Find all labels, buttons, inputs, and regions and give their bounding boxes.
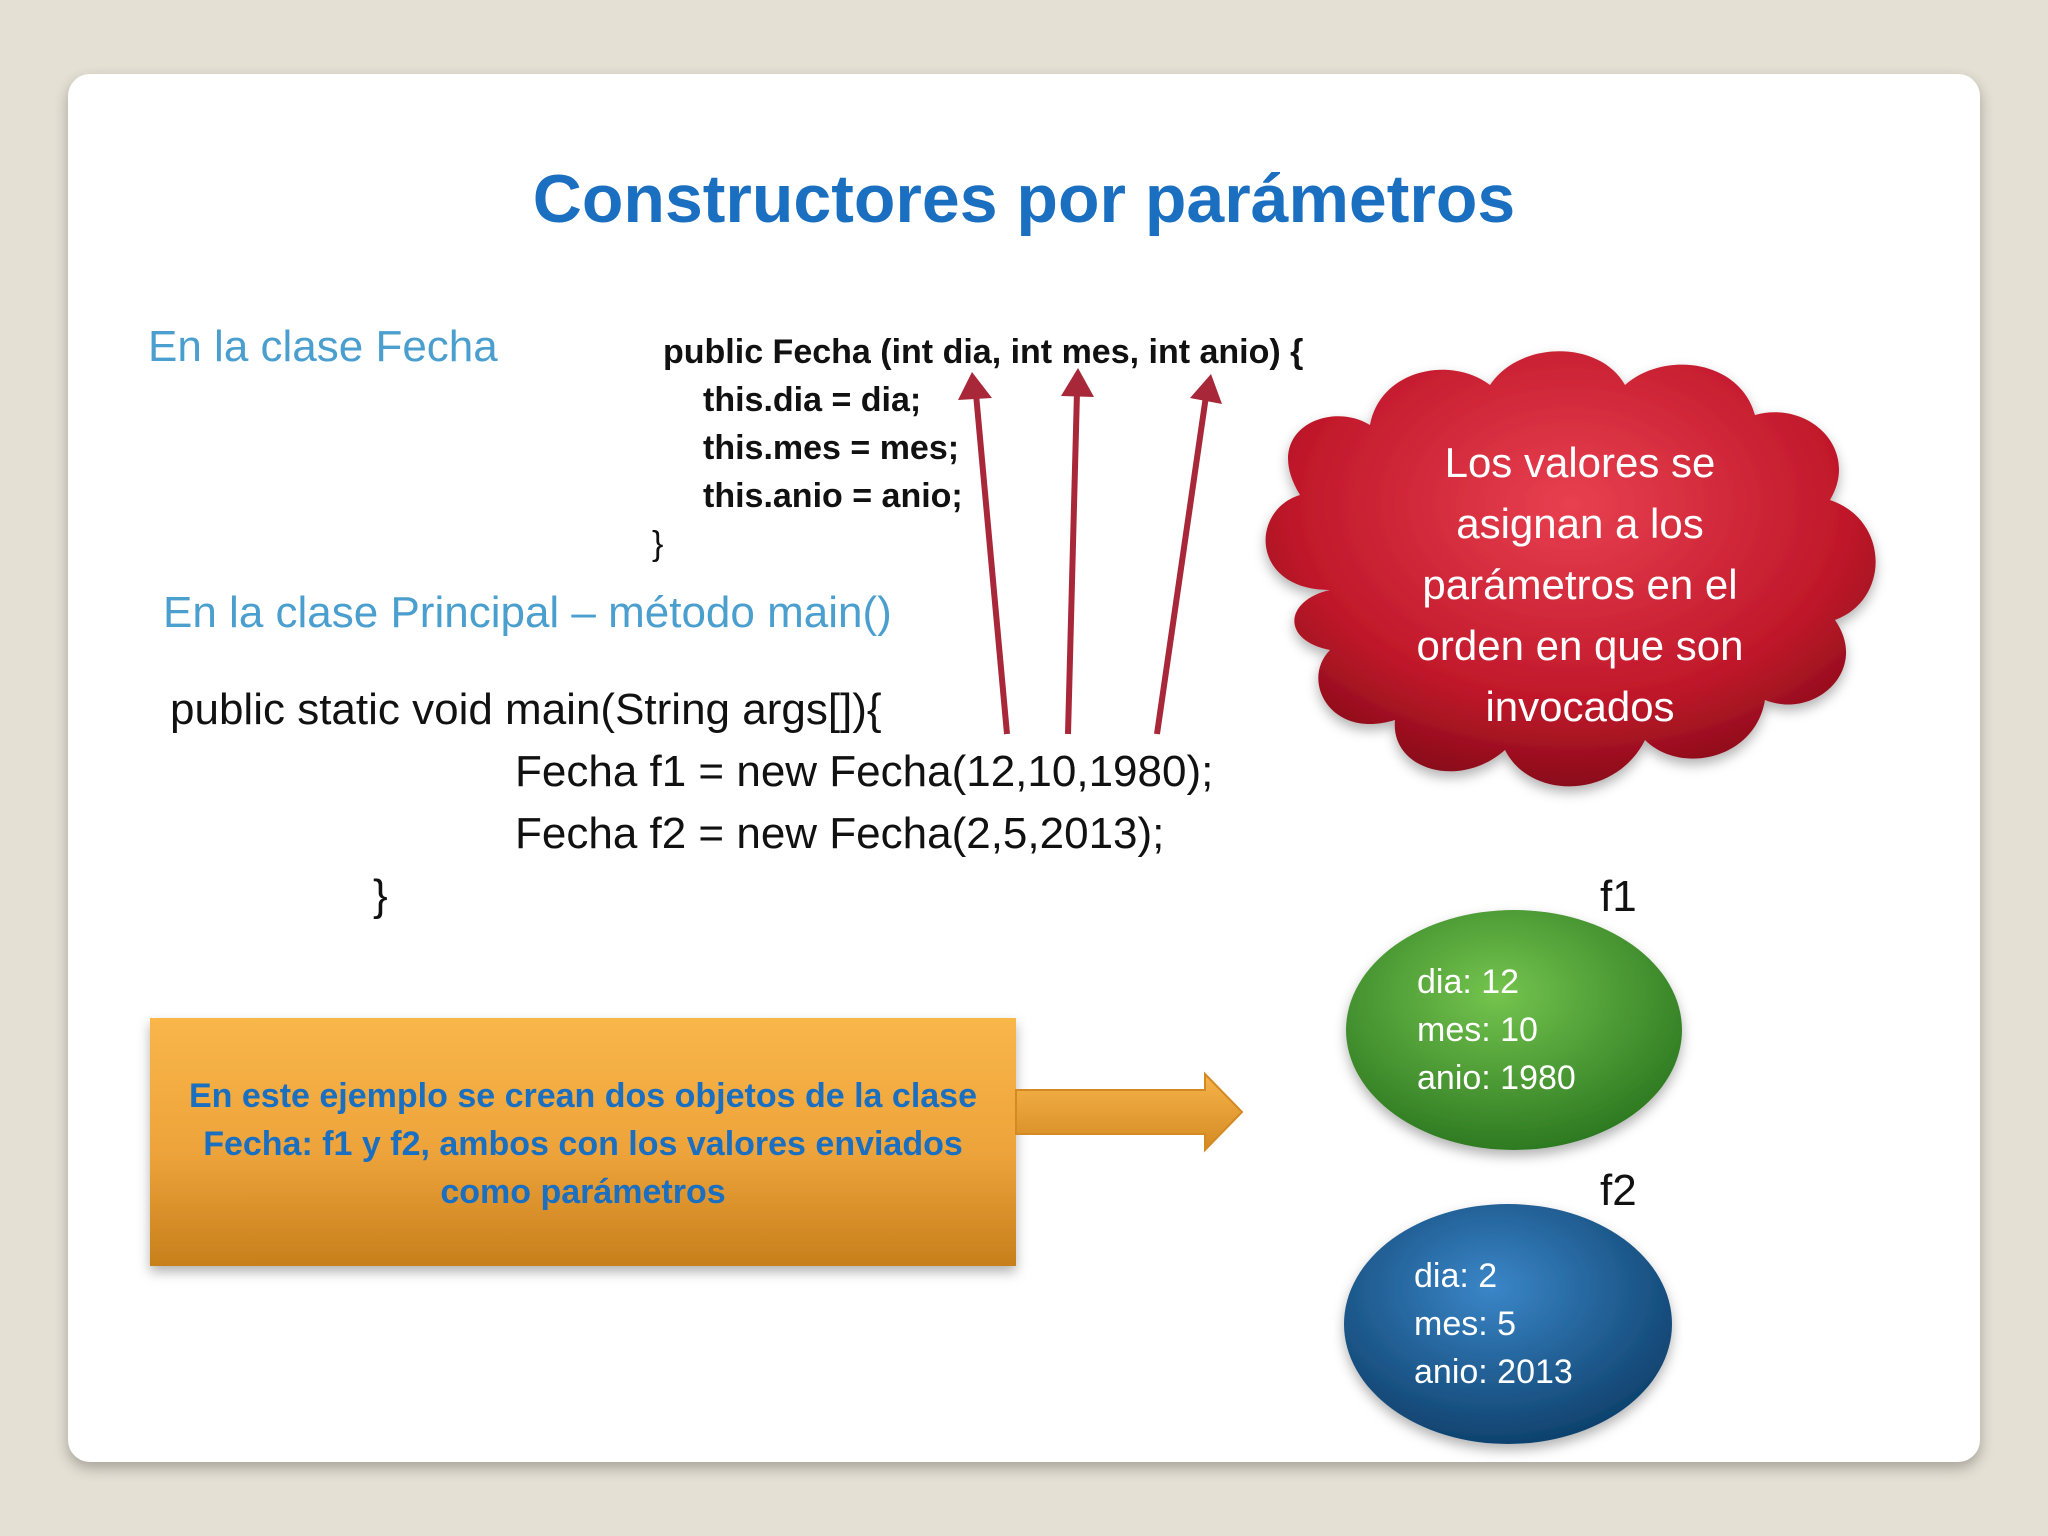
main-line-3: Fecha f2 = new Fecha(2,5,2013);: [515, 809, 1165, 858]
object-f2-label: f2: [1600, 1166, 1637, 1215]
object-f1-field-mes: mes: 10: [1417, 1011, 1538, 1049]
object-f1-field-dia: dia: 12: [1417, 963, 1520, 1001]
object-f2-field-mes: mes: 5: [1414, 1305, 1517, 1343]
object-f1-label: f1: [1600, 872, 1637, 921]
constructor-line-1: public Fecha (int dia, int mes, int anio) {: [663, 333, 1304, 371]
parameter-arrows: [958, 368, 1222, 734]
constructor-closing-brace: }: [652, 525, 664, 563]
object-f1-field-anio: anio: 1980: [1417, 1059, 1576, 1097]
arrow-anio: [1157, 396, 1206, 734]
section-principal-label: En la clase Principal – método main(): [163, 588, 892, 637]
object-f2-field-dia: dia: 2: [1414, 1257, 1498, 1295]
main-line-1: public static void main(String args[]){: [170, 685, 882, 734]
callout-arrow: [1016, 1074, 1242, 1150]
arrow-dia: [976, 394, 1007, 734]
object-f2-field-anio: anio: 2013: [1414, 1353, 1573, 1391]
arrow-mes: [1068, 392, 1077, 734]
section-fecha-label: En la clase Fecha: [148, 322, 498, 371]
constructor-line-4: this.anio = anio;: [703, 477, 963, 515]
main-closing-brace: }: [373, 871, 388, 920]
slide-title: Constructores por parámetros: [532, 161, 1516, 237]
constructor-line-2: this.dia = dia;: [703, 381, 922, 419]
constructor-line-3: this.mes = mes;: [703, 429, 960, 467]
cloud-text: Los valores se asignan a los parámetros en el orden en que son invocados: [1416, 439, 1744, 730]
main-line-2: Fecha f1 = new Fecha(12,10,1980);: [515, 747, 1214, 796]
callout-text: En este ejemplo se crean dos objetos de la clase Fecha: f1 y f2, ambos con los valores enviados como parámetros: [189, 1077, 977, 1211]
